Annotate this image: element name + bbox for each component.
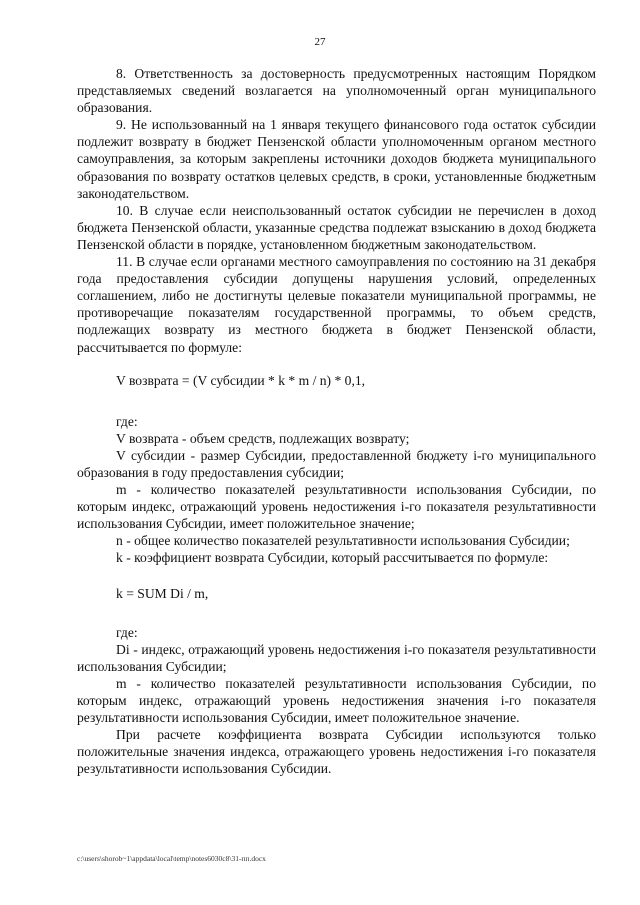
definition-di: Di - индекс, отражающий уровень недостижения i-го показателя результативности использования Субсидии;: [77, 641, 596, 674]
page-number: 27: [314, 36, 326, 48]
coefficient-formula: k = SUM Di / m,: [116, 585, 209, 601]
definition-k: k - коэффициент возврата Субсидии, который рассчитывается по формуле:: [116, 550, 549, 566]
definition-m: m - количество показателей результативности использования Субсидии, по которым индекс, отражающий уровень недостижения i-го показателя результативности использования Субсидии, имеет положительное значение;: [77, 482, 596, 532]
where-label: где:: [116, 413, 138, 429]
closing-paragraph: При расчете коэффициента возврата Субсидии используются только положительные значения индекса, отражающего уровень недостижения i-го показателя результативности использования Субсидии.: [77, 727, 596, 777]
footer-file-path: c:\users\shorob~1\appdata\local\temp\notes6030c8\31-пп.docx: [77, 854, 266, 863]
definition-n: n - общее количество показателей результативности использования Субсидии;: [116, 533, 570, 549]
definition-v-subsidy: V субсидии - размер Субсидии, предоставленной бюджету i-го муниципального образования в году предоставления субсидии;: [77, 447, 596, 480]
document-body: [77, 65, 596, 777]
definition-v-refund: V возврата - объем средств, подлежащих возврату;: [116, 430, 410, 446]
definition-m-2: m - количество показателей результативности использования Субсидии, по которым индекс, отражающий уровень недостижения значения i-го показателя результативности использования Субсидии, имеет положительное значение.: [77, 675, 596, 726]
paragraph-10: 10. В случае если неиспользованный остаток субсидии не перечислен в доход бюджета Пензенской области, указанные средства подлежат взысканию в доход бюджета Пензенской области в порядке, установленном бюджетным законодательством.: [77, 202, 596, 252]
paragraph-9: 9. Не использованный на 1 января текущего финансового года остаток субсидии подлежит возврату в бюджет Пензенской области уполномоченным органом местного самоуправления, за которым закреплены источники доходов бюджета муниципального образования по возврату остатков целевых средств, в сроки, установленные бюджетным законодательством.: [77, 117, 596, 201]
paragraph-11: 11. В случае если органами местного самоуправления по состоянию на 31 декабря года предоставления субсидии допущены нарушения условий, определенных соглашением, либо не достигнуты целевые показатели муниципальной программы, не противоречащие показателям государственной программы, то объем средств, подлежащих возврату из местного бюджета в бюджет Пензенской области, рассчитывается по формуле:: [77, 254, 596, 355]
where-label-2: где:: [116, 624, 138, 640]
refund-formula: V возврата = (V субсидии * k * m / n) * 0,1,: [116, 372, 366, 388]
paragraph-8: 8. Ответственность за достоверность предусмотренных настоящим Порядком представляемых сведений возлагается на уполномоченный орган муниципального образования.: [77, 66, 596, 116]
